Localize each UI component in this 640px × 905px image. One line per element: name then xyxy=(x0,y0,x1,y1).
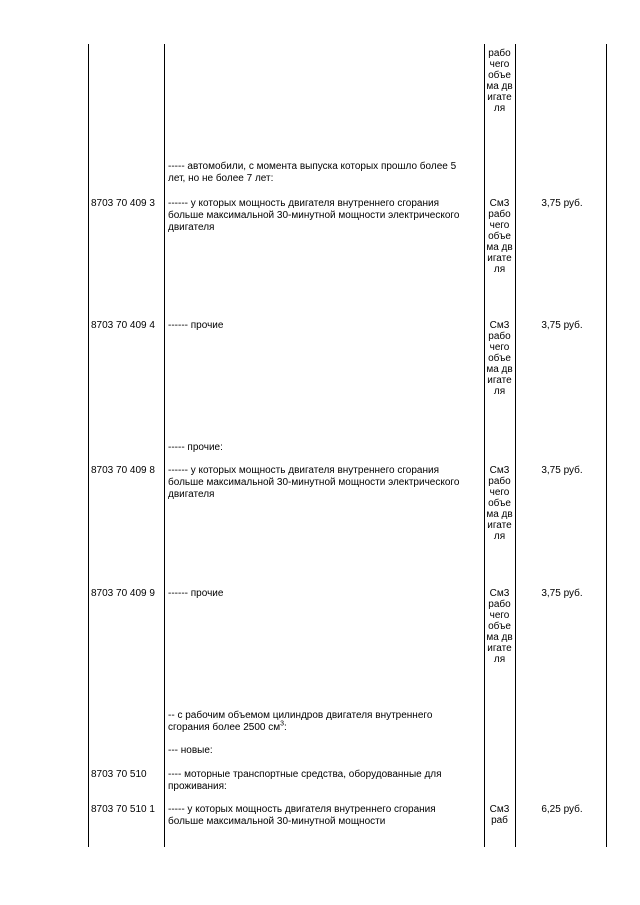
column-divider-code xyxy=(164,44,165,847)
unit-cell: Cм3 раб xyxy=(489,804,510,826)
superscript-cubic: 3 xyxy=(280,720,285,728)
unit-cell: Cм3 рабочего объема двигателя xyxy=(486,320,513,397)
code-cell: 8703 70 510 xyxy=(91,769,147,780)
column-divider-description xyxy=(484,44,485,847)
description-text: -- с рабочим объемом цилиндров двигателя внутреннего сгорания более 2500 см xyxy=(168,710,433,733)
rate-cell: 3,75 руб. xyxy=(541,198,583,209)
description-cell: --- новые: xyxy=(168,745,213,756)
description-cell: ----- у которых мощность двигателя внутреннего сгорания больше максимальной 30-минутной мощности xyxy=(168,804,436,827)
unit-cell: Cм3 рабочего объема двигателя xyxy=(486,588,513,665)
description-cell: ----- автомобили, с момента выпуска которых прошло более 5 лет, но не более 7 лет: xyxy=(168,161,457,184)
code-cell: 8703 70 409 4 xyxy=(91,320,155,331)
description-cell: ------ у которых мощность двигателя внутреннего сгорания больше максимальной 30-минутной мощности электрического двигателя xyxy=(168,198,460,233)
description-cell: ---- моторные транспортные средства, оборудованные для проживания: xyxy=(168,769,442,792)
rate-cell: 3,75 руб. xyxy=(541,588,583,599)
unit-cell: Cм3 рабочего объема двигателя xyxy=(486,198,513,275)
table-border-left xyxy=(88,44,89,847)
code-cell: 8703 70 409 8 xyxy=(91,465,155,476)
rate-cell: 6,25 руб. xyxy=(541,804,583,815)
description-cell xyxy=(168,710,473,734)
code-cell: 8703 70 510 1 xyxy=(91,804,155,815)
rate-cell: 3,75 руб. xyxy=(541,320,583,331)
column-divider-unit xyxy=(515,44,516,847)
description-cell: ----- прочие: xyxy=(168,442,223,453)
code-cell: 8703 70 409 9 xyxy=(91,588,155,599)
table-border-right xyxy=(606,44,607,847)
description-cell: ------ у которых мощность двигателя внутреннего сгорания больше максимальной 30-минутной мощности электрического двигателя xyxy=(168,465,460,500)
description-cell: ------ прочие xyxy=(168,588,224,599)
description-cell: ------ прочие xyxy=(168,320,224,331)
description-tail: : xyxy=(284,722,287,733)
unit-cell: рабочего объема двигателя xyxy=(486,48,513,114)
code-cell: 8703 70 409 3 xyxy=(91,198,155,209)
unit-cell: Cм3 рабочего объема двигателя xyxy=(486,465,513,542)
rate-cell: 3,75 руб. xyxy=(541,465,583,476)
